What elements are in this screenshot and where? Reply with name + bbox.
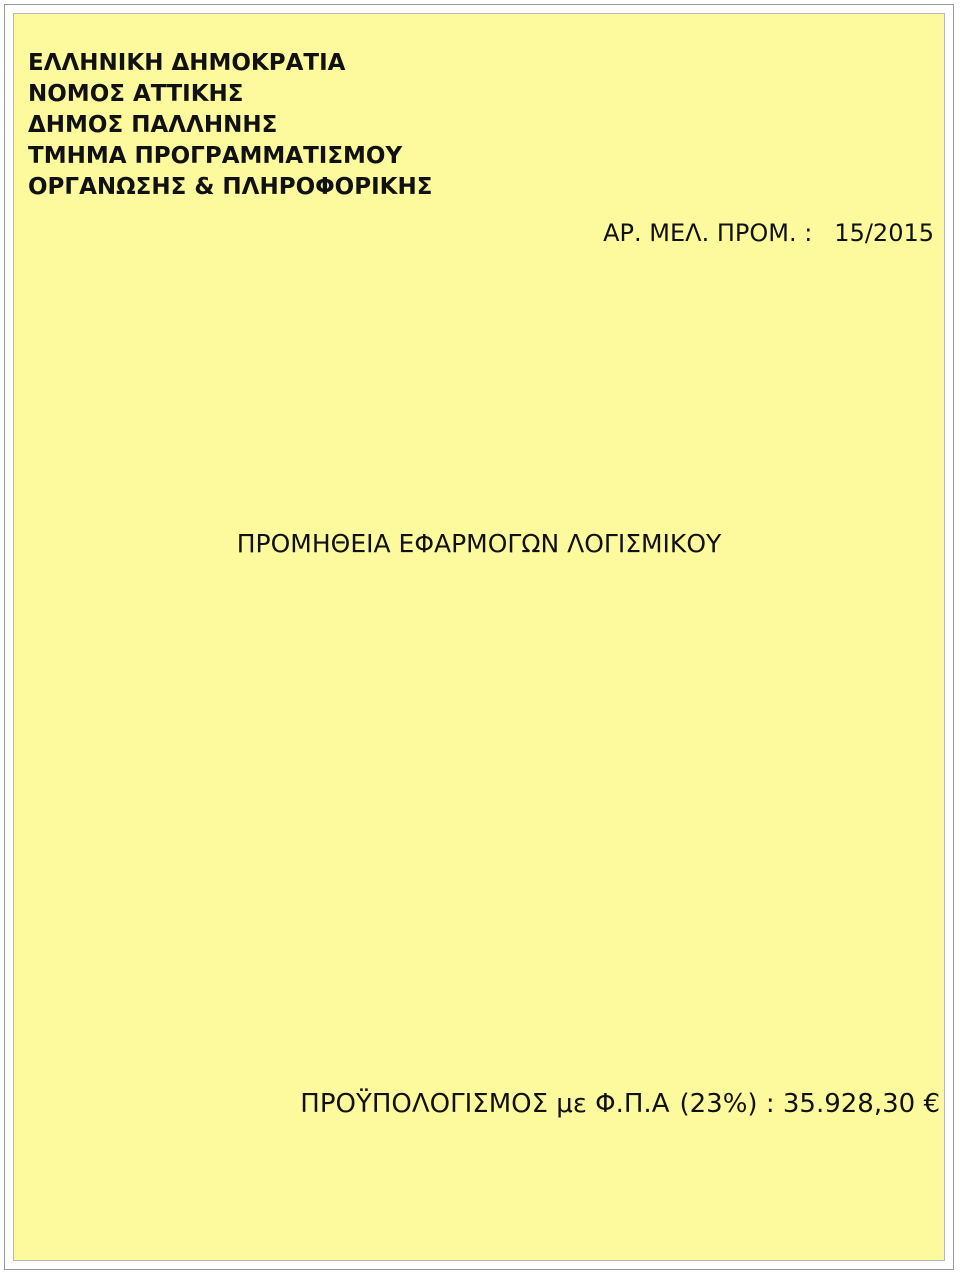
budget-line [300,1087,940,1121]
document-title: ΠΡΟΜΗΘΕΙΑ ΕΦΑΡΜΟΓΩΝ ΛΟΓΙΣΜΙΚΟΥ [236,529,722,558]
header-line: ΝΟΜΟΣ ΑΤΤΙΚΗΣ [28,81,244,107]
header-line: ΔΗΜΟΣ ΠΑΛΛΗΝΗΣ [28,112,278,138]
yellow-cover-panel [13,13,945,1261]
budget-label: ΠΡΟΫΠΟΛΟΓΙΣΜΟΣ με Φ.Π.Α [300,1089,670,1119]
header-line: ΤΜΗΜΑ ΠΡΟΓΡΑΜΜΑΤΙΣΜΟΥ [28,143,403,169]
header-line: ΟΡΓΑΝΩΣΗΣ & ΠΛΗΡΟΦΟΡΙΚΗΣ [28,174,433,200]
budget-amount: (23%) : 35.928,30 € [679,1089,940,1119]
study-number [603,218,934,248]
document-page [4,4,954,1270]
study-number-label: ΑΡ. ΜΕΛ. ΠΡΟΜ. : [603,219,813,247]
header-line: ΕΛΛΗΝΙΚΗ ΔΗΜΟΚΡΑΤΙΑ [28,50,346,76]
issuing-authority-header [28,48,432,203]
study-number-value: 15/2015 [834,219,934,247]
